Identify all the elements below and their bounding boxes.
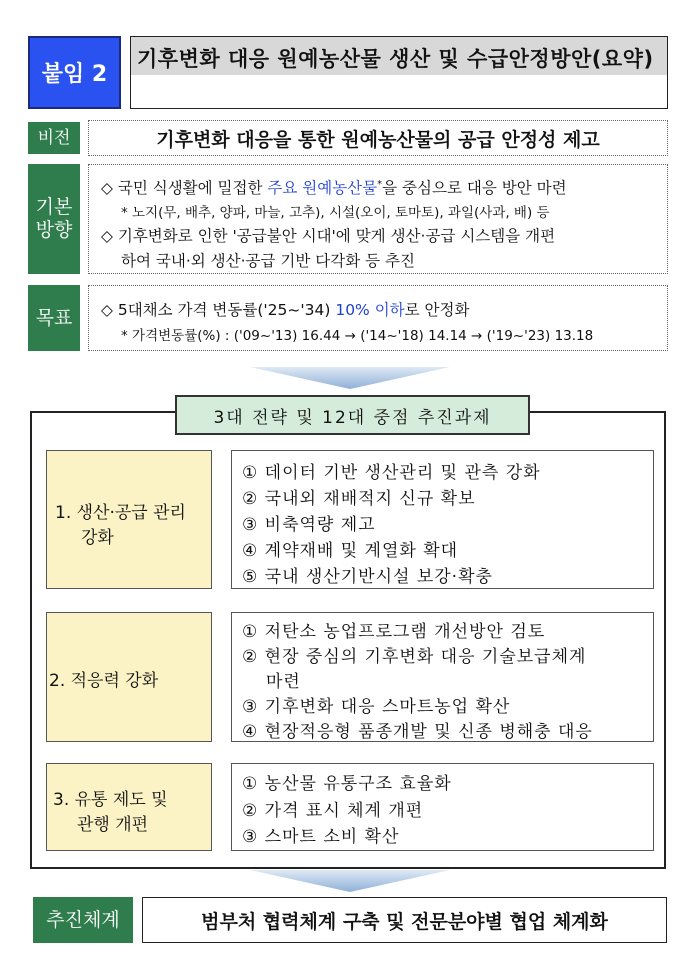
task-2-4: ④ 현장적응형 품종개발 및 신종 병해충 대응 — [242, 722, 593, 742]
goal-highlight: 10% 이하 — [335, 301, 405, 319]
task-1-1: ① 데이터 기반 생산관리 및 관측 강화 — [242, 463, 541, 483]
strategy-1-box — [46, 450, 212, 589]
vision-label: 비전 — [28, 122, 80, 154]
task-2-2: ② 현장 중심의 기후변화 대응 기술보급체계 — [242, 647, 587, 667]
task-1-4: ④ 계약재배 및 계열화 확대 — [242, 541, 459, 561]
task-1-2: ② 국내외 재배적지 신규 확보 — [242, 489, 476, 509]
title-box — [130, 36, 668, 109]
goal-note: * 가격변동률(%) : ('09~'13) 16.44 → ('14~'18) 14.14 → ('19~'23) 13.18 — [121, 328, 594, 344]
task-2-3: ③ 기후변화 대응 스마트농업 확산 — [242, 697, 511, 717]
goal-box — [88, 285, 668, 351]
strategy-1-name-line1: 1. 생산·공급 관리 — [55, 503, 186, 523]
strategy-3-tasks — [231, 763, 654, 851]
basic-direction-box — [88, 164, 668, 274]
direction-line-2b: 하여 국내·외 생산·공급 기반 다각화 등 추진 — [121, 252, 415, 270]
direction-highlight: 주요 원예농산물 — [267, 179, 378, 197]
strategy-3-box — [46, 763, 212, 851]
strategy-title: 3대 전략 및 12대 중점 추진과제 — [175, 395, 530, 435]
vision-text: 기후변화 대응을 통한 원예농산물의 공급 안정성 제고 — [88, 120, 668, 156]
document-title: 기후변화 대응 원예농산물 생산 및 수급안정방안(요약) — [137, 47, 654, 71]
down-arrow-icon — [250, 367, 450, 389]
task-1-5: ⑤ 국내 생산기반시설 보강·확충 — [242, 567, 493, 587]
task-2-1: ① 저탄소 농업프로그램 개선방안 검토 — [242, 622, 546, 642]
strategy-3-name-line1: 3. 유통 제도 및 — [53, 790, 168, 810]
goal-line-suffix: 로 안정화 — [404, 301, 470, 319]
goal-line-prefix: ◇ 5대채소 가격 변동률('25~'34) — [101, 301, 336, 319]
strategy-1-tasks — [231, 450, 654, 589]
strategy-1-name-line2: 강화 — [81, 528, 114, 548]
task-3-3: ③ 스마트 소비 확산 — [242, 827, 400, 847]
implementation-text: 범부처 협력체계 구축 및 전문분야별 협업 체계화 — [142, 897, 667, 943]
strategy-2-tasks — [231, 612, 654, 742]
basic-direction-label: 기본 방향 — [28, 164, 80, 274]
strategy-2-name-line1: 2. 적응력 강화 — [49, 671, 159, 691]
appendix-badge: 붙임 2 — [28, 36, 121, 109]
direction-line-2a: ◇ 기후변화로 인한 '공급불안 시대'에 맞게 생산·공급 시스템을 개편 — [101, 227, 556, 245]
implementation-label: 추진체계 — [33, 897, 133, 943]
direction-note: * 노지(무, 배추, 양파, 마늘, 고추), 시설(오이, 토마토), 과일(사과, 배) 등 — [121, 205, 550, 221]
direction-line-1 — [101, 176, 567, 198]
direction-line-1-prefix: ◇ 국민 식생활에 밀접한 — [101, 179, 268, 197]
task-2-2-cont: 마련 — [266, 672, 301, 692]
strategy-2-box — [46, 612, 212, 742]
direction-line-1-suffix: 을 중심으로 대응 방안 마련 — [382, 179, 567, 197]
task-1-3: ③ 비축역량 제고 — [242, 515, 376, 535]
goal-label: 목표 — [28, 285, 80, 351]
direction-star: * — [377, 178, 383, 190]
task-3-2: ② 가격 표시 체계 개편 — [242, 801, 424, 821]
goal-line — [101, 298, 469, 320]
strategy-3-name-line2: 관행 개편 — [77, 815, 149, 835]
task-3-1: ① 농산물 유통구조 효율화 — [242, 774, 452, 794]
down-arrow-icon-2 — [250, 870, 450, 892]
